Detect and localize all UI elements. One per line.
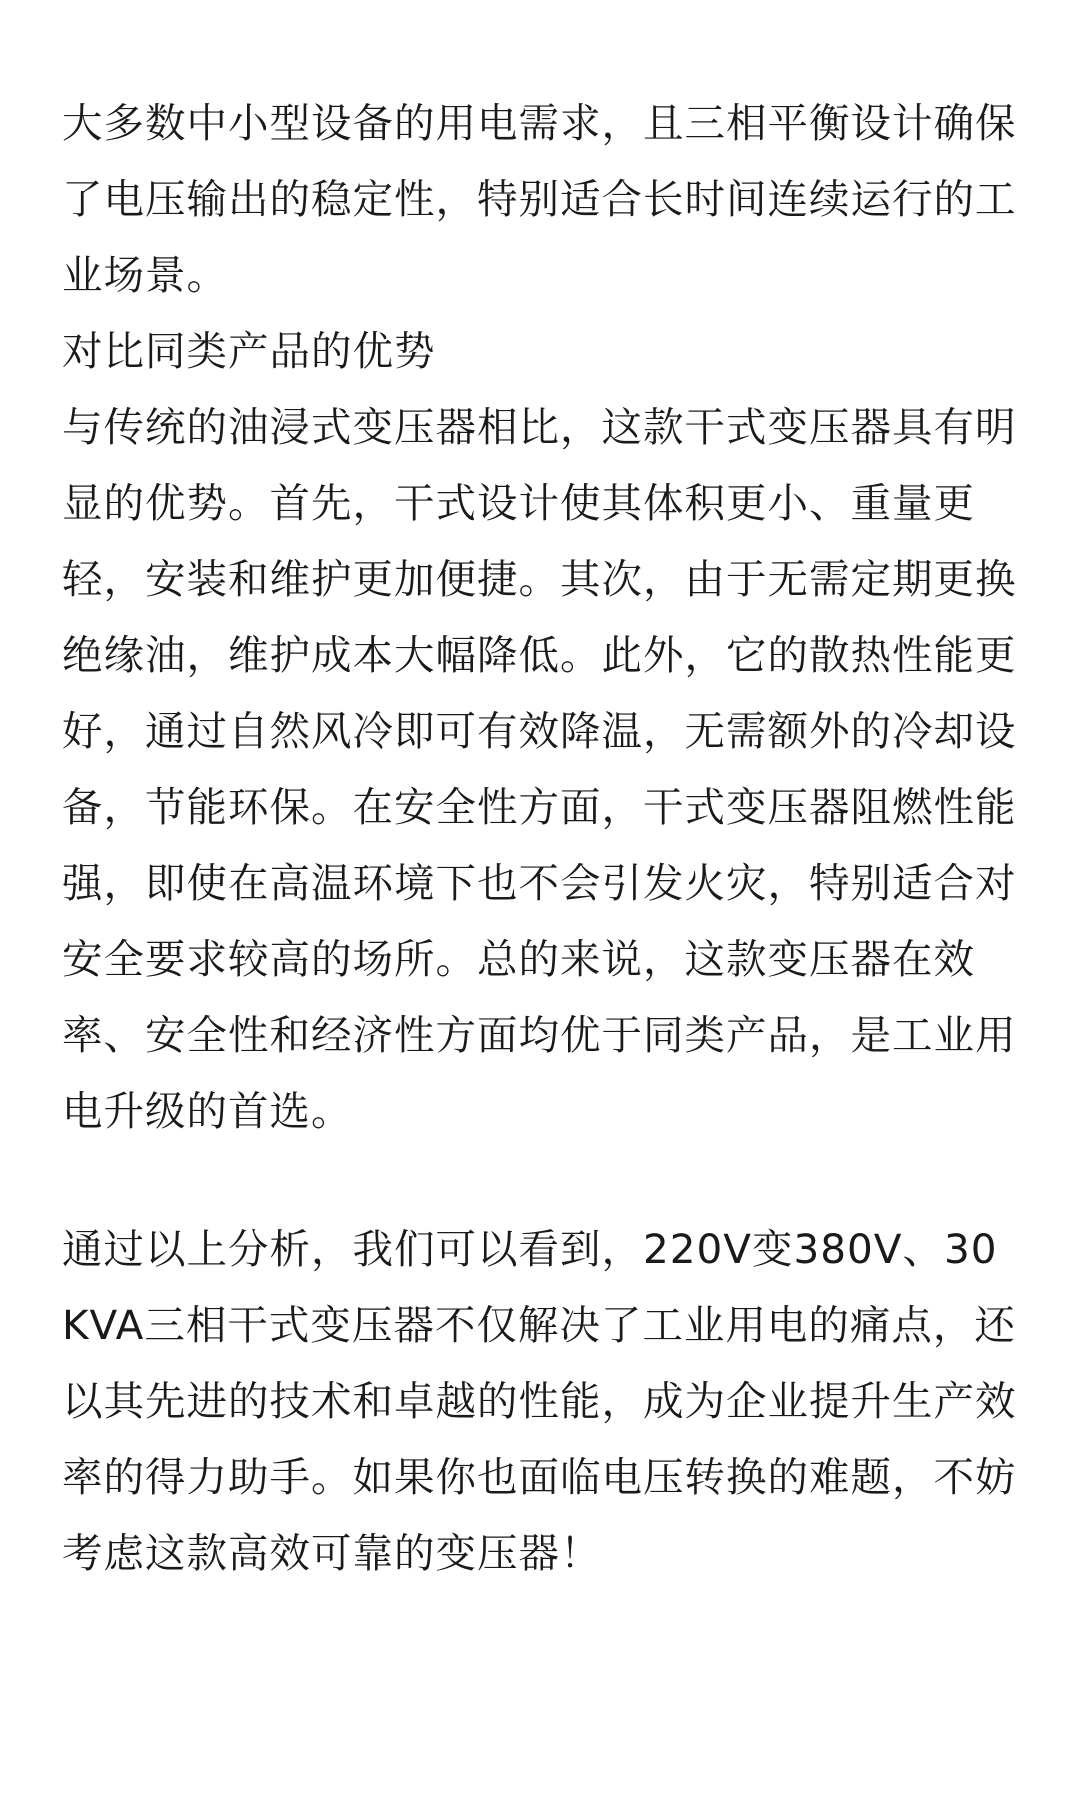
advantages-paragraph: 与传统的油浸式变压器相比，这款干式变压器具有明显的优势。首先，干式设计使其体积更小、重量更轻，安装和维护更加便捷。其次，由于无需定期更换绝缘油，维护成本大幅降低。此外，它的散热性能更好，通过自然风冷即可有效降温，无需额外的冷却设备，节能环保。在安全性方面，干式变压器阻燃性能强，即使在高温环境下也不会引发火灾，特别适合对安全要求较高的场所。总的来说，这款变压器在效率、安全性和经济性方面均优于同类产品，是工业用电升级的首选。 xyxy=(62,403,1017,1135)
article-body xyxy=(62,85,1022,1591)
conclusion-paragraph: 通过以上分析，我们可以看到，220V变380V、30KVA三相干式变压器不仅解决了工业用电的痛点，还以其先进的技术和卓越的性能，成为企业提升生产效率的得力助手。如果你也面临电压转换的难题，不妨考虑这款高效可靠的变压器！ xyxy=(62,1225,1017,1577)
section-heading: 对比同类产品的优势 xyxy=(62,327,436,375)
intro-paragraph: 大多数中小型设备的用电需求，且三相平衡设计确保了电压输出的稳定性，特别适合长时间连续运行的工业场景。 xyxy=(62,99,1017,299)
